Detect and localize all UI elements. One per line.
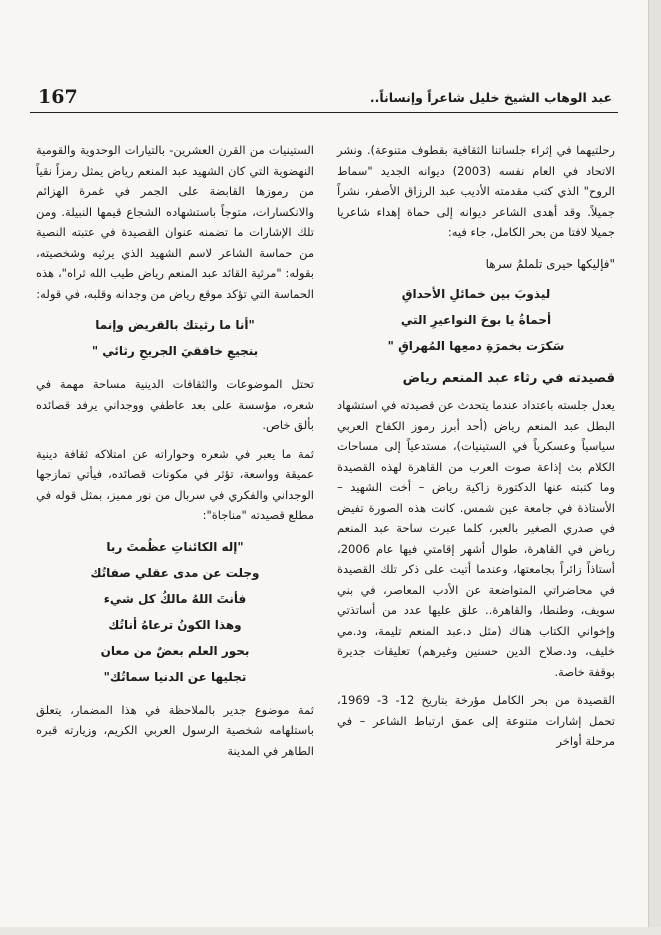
- right-column: [337, 140, 615, 760]
- paragraph: ثمة ما يعبر في شعره وحواراته عن امتلاكه ثقافة دينية عميقة وواسعة، تؤثر في مكونات قصائده، فيأتي تمازجها الوجداني والفكري في سربال من نور مميز، بمثل قوله في مطلع قصيدته "مناجاة":: [36, 446, 314, 522]
- verse-line: أحماةُ يا بوحَ النواعيرِ التي: [400, 312, 552, 327]
- verse-line: فأنتَ اللهُ مالكُ كل شيء: [103, 591, 247, 606]
- verse-line: سَكرَت بخمرَةِ دمعِها المُهراقِ ": [387, 338, 565, 353]
- verse-block: [36, 312, 314, 364]
- verse-block: [337, 281, 615, 359]
- verse-line: وهذا الكونُ ترعاهُ أناتُك: [108, 617, 242, 632]
- page-edge-bottom: [0, 927, 661, 935]
- running-title: عبد الوهاب الشيخ خليل شاعراً وإنساناً..: [369, 90, 612, 105]
- paragraph: ثمة موضوع جدير بالملاحظة في هذا المضمار، يتعلق باستلهامه شخصية الرسول العربي الكريم، وزيارته قبره الطاهر في المدينة: [36, 702, 314, 758]
- verse-line: بحور العلم بعضٌ من معان: [100, 643, 250, 658]
- paragraph: تحتل الموضوعات والثقافات الدينية مساحة مهمة في شعره، مؤسسة على بعد عاطفي ووجداني يرفد قصائده بألق خاص.: [36, 377, 314, 432]
- paragraph: الستينيات من القرن العشرين- بالتيارات الوحدوية والقومية النهضوية التي كان الشهيد عبد المنعم رياض يمثل رمزاً نقياً من رموزها القابضة على الجمر في غمرة الهزائم والانكسارات، متوجاً باستشهاده الشجاع قيمها النبيلة. ومن تلك الإشارات ما تضمنه عنوان القصيدة في عتبته النصية من حماسة الشاعر لاسم الشهيد الذي يرثيه وشخصيته، بقوله: "مرثية القائد عبد المنعم رياض طيب الله ثراه"، هذه الحماسة التي تؤكد موقع رياض من وجدانه وقلبه، في قوله:: [36, 143, 314, 301]
- verse-line: "إله الكائناتِ عظُمتَ ربا: [106, 539, 244, 554]
- verse-line: "فإليكها حيرى تلملمُ سرها: [485, 256, 615, 271]
- verse-line: ليذوبَ بين خمائلِ الأحداقِ: [401, 286, 551, 301]
- page-header: [30, 86, 614, 112]
- left-column: [36, 140, 314, 769]
- verse-block: [36, 534, 314, 690]
- verse-line: بنجيعِ خافقيَ الجريحِ رثائي ": [91, 344, 259, 358]
- paragraph: يعدل جلسته باعتداد عندما يتحدث عن قصيدته في استشهاد البطل عبد المنعم رياض (أحد أبرز رموز الكفاح العربي سياسياً وعسكرياً في الستينيات)، مستدعياً إلى مساحات الكلام بث إذاعة صوت العرب من القاهرة لهذه القصيدة وما كتبته عنها الدكتورة زاكية رياض – أخت الشهيد – الأستاذة في جامعة عين شمس. كانت هذه الصورة تفيض في صدري الصغير بالعبر، كلما عبرت ساحة عبد المنعم رياض في القاهرة، طوال أشهر إقامتي فيها عام 2006، أستاذاً زائراً بجامعتها، وعندما أتيت على ذكر تلك القصيدة في محاضراتي المتواضعة عن الأدب المعاصر، في بني سويف، وطنطا، والقاهرة.. علق عليها عدد من أساتذتي وإخواني الكتاب هناك (مثل د.عبد المنعم تليمة، ود.مي خليف، ود.صلاح الدين حسنين وغيرهم) تعليقات جديرة بوقفة خاصة.: [337, 398, 615, 679]
- verse-line: تجليها عن الدنيا سماتُك": [103, 669, 247, 684]
- verse-line: "أنا ما رثيتك بالقريض وإنما: [95, 318, 255, 332]
- paragraph: القصيدة من بحر الكامل مؤرخة بتاريخ 12- 3- 1969، تحمل إشارات متنوعة إلى عمق ارتباط الشاعر – في مرحلة أواخر: [337, 693, 615, 748]
- page-number: 167: [38, 86, 78, 108]
- header-rule: [30, 112, 618, 113]
- paragraph: رحلتيهما في إثراء جلساتنا الثقافية بقطوف متنوعة). ونشر الاتحاد في العام نفسه (2003) ديوانه الجديد "سماط الروح" الذي كتب مقدمته الأديب عبد الرزاق الأصفر، نشراً جميلاً. وقد أهدى الشاعر ديوانه إلى حماة إهداء شاعريا جميلا لافتا من بحر الكامل، جاء فيه:: [337, 143, 615, 239]
- page-edge: [648, 0, 661, 935]
- verse-line: وجلت عن مدى عقلي صفاتُك: [90, 565, 260, 580]
- section-heading: قصيدته في رثاء عبد المنعم رياض: [402, 370, 615, 386]
